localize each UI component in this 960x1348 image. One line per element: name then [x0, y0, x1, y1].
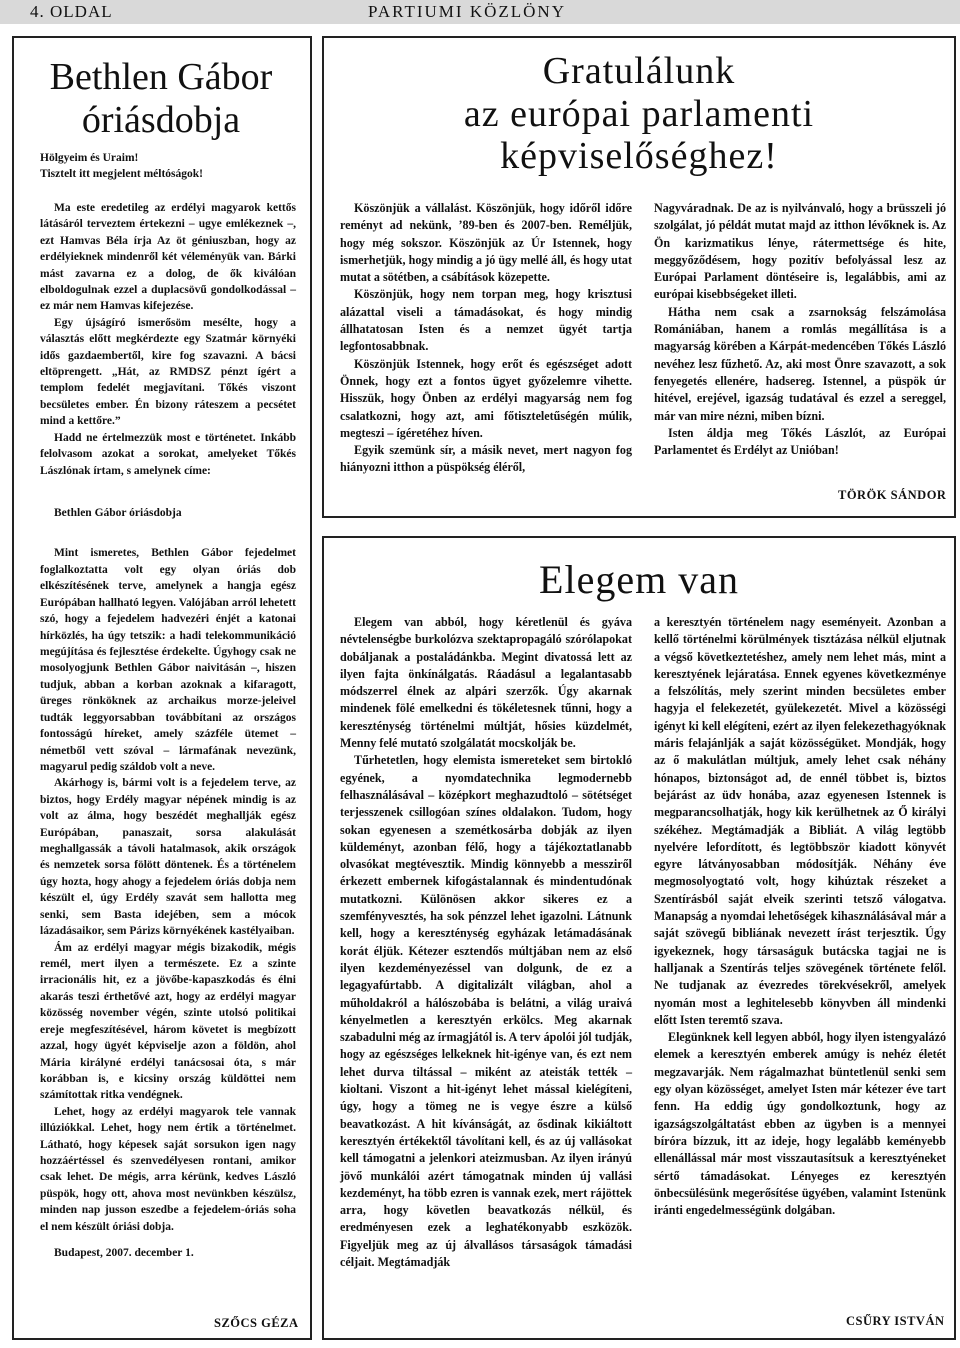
- gratulalunk-author: TÖRÖK SÁNDOR: [838, 488, 947, 502]
- page-number: 4. OLDAL: [30, 2, 113, 21]
- gratulalunk-title: Gratulálunk az európai parlamenti képviselőséghez!: [463, 50, 815, 178]
- gratulalunk-col-1: Köszönjük a vállalást. Köszönjük, hogy időről időre reményt ad nekünk, ’89-ben és 2007-ben. Reméljük, hogy még sokszor. Köszönjük az Úr Istennek, hogy ismerhetjük, hogy mindig a jó ügy mellé áll, és hogy utat mutat a sötétben, a csábítások közepette. Köszönjük, hogy nem torpan meg, hogy krisztusi alázattal viseli a támadásokat, és hogy mindig állhatatosan Isten és a nemzet ügyét tartja legfontosabbnak. Köszönjük Istennek, hogy erőt és egészséget adott Önnek, hogy ezt a fontos ügyet győzelemre vihette. Hisszük, hogy Önben az erdélyi magyarság nem fog csalatkozni, hogy azt, ami főtiszteletűségén múlik, megteszi – ígéretéhez híven. Egyik szemünk sír, a másik nevet, mert nagyon fog hiányozni itthon a püspökség éléről,: [340, 201, 632, 475]
- bethlen-subtitle: Bethlen Gábor óriásdobja: [54, 507, 182, 520]
- elegem-col-2: a keresztyén történelem nagy eseményeit. Azonban a kellő történelmi körülmények tisztázása nélkül eljutnak a végső következtetéshez, amely nem lehet más, mint a keresztyének lejáratása. Ennek egyenes következménye a felszólítás, mely szerint minden becsületes ember hagyja el felekezetét, gyülekezetét. Mivel a közösségi igényt ki kell elégíteni, ezért az ilyen felekezethagyóknak máris felajánlják a saját közösségüket. Mondják, hogy az ő makulátlan múltjuk, amely lehet csak néhány hónapos, biztonságot ad, de ennél többet is, biztos bejárást az üdv honába, azaz egyenesen Istennek is megparancsolhatják, hogy kik kerülhetnek az Ő királyi székéhez. Megtámadják a Bibliát. A világ legtöbb nyelvére lefordított, és legtöbbször kiadott könyvét egyre látványosabban módosítják. Néhány éve megmosolyogtató volt, hogy kihúztak részeket a Szentírásból saját elveik szerinti tetsző válogatva. Manapság a nyomdai lehetőségek kihasználásával már a saját szövegű bibliának nevezett írást terjesztik. Úgy igyekeznek, hogy társaságuk butácska tagjai ne is halljanak a Szentírás teljes szövegének története felől. Ne tudjanak az évezredes törekvésekről, amelyek nyomán most a leghitelesebb könyvben áll mindenki előtt Isten teremtő szava. Elegünknek kell legyen abból, hogy ilyen istengyalázó elemek a keresztyén emberek amúgy is nehéz életét megzavarják. Nem rágalmazhat büntetlenül senki sem egy olyan közösséget, amelyet Isten már kétezer éve tart fenn. Ha eddig úgy gondolkoztunk, hogy az igazságszolgáltatást ebben az ügyben is a mennyei bíróra bízzuk, itt az ideje, hogy legalább keményebb ellenállással már most visszautasítsuk a keresztyéneket sértő támadásokat. Lényeges ez keresztyén önbecsülésünk megerősítése ügyében, valamint Istenünk iránti engedelmességünk dolgában.: [654, 615, 946, 1218]
- elegem-col-1: Elegem van abból, hogy kéretlenül és gyáva névtelenségbe burkolózva szektapropagáló szórólapokat dobáljanak a postaládánkba. Megint divatossá lett az ilyen fajta önkínálgatás. Ráadásul a legalantasabb módszerrel élnek az alpári szerzők. Úgy akarnak mindenek fölé emelkedni és tökéletesnek tűnni, hogy a kereszténység történelmi múltját, hősies küzdelmét, Menny felé mutató szolgálatát mocskolják be. Tűrhetetlen, hogy elemista ismereteket sem birtokló egyének, a nyomdatechnika legmodernebb felhasználásával – középkort meghazudtoló – sötétséget terjesszenek csillogóan színes oldalakon. Tudom, hogy sokan egyenesen a szemétkosárba dobják az ilyen küldeményt, azonban félő, hogy a tájékoztatlanabb olvasókat megtévesztik. Mindig könnyebb a messziről érkezett embernek kifogástalannak és mindentudónak mutatkozni. Különösen akkor sikeres ez a szemfényvesztés, ha sok pénzzel lehet igazolni. Látnunk kell, hogy a kereszténység egyházak letámadásának korát éljük. Kétezer esztendős múltjában nem az első ilyen kezdeményezéssel van dolgunk, de ez a legagyafúrtabb. A digitalizált világban, ahol a műholdakról a hálószobába is belátni, a világ uraivá kényelmetlen a keresztyén erkölcs. Meg akarnak szabadulni még az írmagjától is. A terv ápolói jól tudják, hogy az egészséges lelkeknek hit-igénye van, és ezt nem lehet durva tiltással – miként az ateisták tették – kioltani. Viszont a hit-igényt lehet mással kielégíteni, úgy, hogy a tömeg ne is vegye észre a külső beavatkozást. A hit kívánságát, az ősdinak kikiáltott keresztyén értékektől távolítani kell, és az új vallásokat kell támogatni a jelenkori ateizmusban. Az ilyen irányú jövő munkálói azért támogatnak minden új vallási kezdeményt, ha több ezren is vannak ezek, mert rájöttek arra, hogy követlen beavatkozás nélkül, és eredményesen ezek a leghatékonyabb eszközök. Figyeljük meg az új álvallásos társaságok támadási céljait. Megtámadják: [340, 615, 632, 1269]
- bethlen-title: Bethlen Gábor óriásdobja: [49, 56, 273, 141]
- page-header: [0, 0, 960, 24]
- place-date: Budapest, 2007. december 1.: [54, 1247, 194, 1260]
- gratulalunk-col-2: Nagyváradnak. De az is nyilvánvaló, hogy a brüsszeli jó szolgálat, jó példát mutat majd az itthon lévőknek is. Az Ön karizmatikus lénye, rátermettsége és hite, meggyőződésem, hogy pozitív befolyással lesz az Európai Parlament döntéseire is, legalábbis, ami az európai kisebbségeket illeti. Hátha nem csak a zsarnokság felszámolása Romániában, hanem a romlás megállítása is a magyarság körében a Kárpát-medencében Tőkés László nevéhez lesz fűzhető. Az, aki most Önre szavazott, a sok fenyegetés ellenére, hadsereg. Istennel, a püspök úr hitével, erejével, igazság tudatával és ezzel a sereggel, már van mire nézni, miben bízni. Isten áldja meg Tőkés Lászlót, az Európai Parlamentet és Erdélyt az Unióban!: [654, 201, 946, 458]
- elegem-author: CSŰRY ISTVÁN: [846, 1314, 945, 1328]
- bethlen-author: SZŐCS GÉZA: [214, 1316, 299, 1330]
- elegem-title: Elegem van: [539, 557, 739, 602]
- newspaper-name: PARTIUMI KÖZLÖNY: [368, 2, 566, 21]
- bethlen-body: Hölgyeim és Uraim! Tisztelt itt megjelent méltóságok! Ma este eredetileg az erdélyi magyarok kettős látásáról terveztem értekezni – ugye emlékeznek –, ezt Hamvas Béla írja Az öt géniuszban, hogy az erdélyieknek mindenről két véleményük van. Bárki mást zavarna ez a dolog, de ők kiválóan elboldogulnak ezzel a duplacsövű gondolkodással – ez már nem Hamvas kifejezése. Egy újságíró ismerősöm mesélte, hogy a választás előtt megkérdezte egy Szatmár környéki idős gazdaembertől, kire fog szavazni. A bácsi eltöprengett. „Hát, az RMDSZ pénzt ígért a templom fedelét megjavítani. Tőkés viszont becsületes ember. Én bizony ráteszem a pecsétet mind a kettőre.” Hadd ne értelmezzük most e történetet. Inkább felolvasom azokat a sorokat, amelyeket Tőkés Lászlónak írtam, s amelynek címe: Bethlen Gábor óriásdobja Mint ismeretes, Bethlen Gábor fejedelmet foglalkoztatta volt egy olyan óriás dob elkészítésének terve, amelynek a hangja egész Európában hallható legyen. Valójában arról lehetett szó, hogy a fejedelem hadvezéri énjét a katonai hírközlés, ha úgy tetszik: a hadi telekommunikáció megújítása és fejlesztése érdekelte. Úgyhogy csak ne mosolyogjunk Bethlen Gábor naivitásán –, hiszen tudjuk, abban a korban azoknak a kifaragott, üreges rönköknek az archaikus morze-jeleivel tudták leggyorsabban továbbítani az országos fontosságú híreket, amely százféle ütemet – németből vett szóval – lármafának nevezünk, magyarul pedig száldob volt a neve. Akárhogy is, bármi volt is a fejedelem terve, az biztos, hogy Erdély magyar népének mindig is az volt az álma, hogy beszédét meghallják egész Európában, panaszait, sorsa alakulását meghallgassák a távoli hatalmasok, akik országok és nemzetek sorsa fölött döntenek. És a történelem úgy hozta, hogy ahogy a fejedelem óriás dobja nem készült el, úgy Erdély szavát sem hallotta meg senki, sem Basta idejében, sem a mócok lázadásaikor, sem Párizs környékének kastélyaiban. Ám az erdélyi magyar mégis bizakodik, mégis remél, mert ilyen a természete. Ez a szinte irracionális hit, ez a jövőbe-kapaszkodás és élni akarás teszi érthetővé azt, hogy az erdélyi magyar közösség november végén, szinte utolsó politikai ereje megfeszítésével, három követet is megbízott azzal, hogy ügyét képviselje azon a földön, ahol Mária királyné erdélyi tanácsosai óta, s már korábban is, e kicsiny ország küldöttei nem számítottak ritka vendégnek. Lehet, hogy az erdélyi magyarok tele vannak illúziókkal. Lehet, hogy nem értik a történelmet. Látható, hogy képesek saját sorsukon igen nagy hozzáértéssel és szenvedélyesen rontani, amikor csak lehet. De mégis, arra kérünk, kedves László püspök, hogy ott, ahova most nevünkben készülsz, minden nap jusson eszedbe a fejedelem-óriás soha el nem készült óriási dobja. Budapest, 2007. december 1.: [40, 150, 296, 1262]
